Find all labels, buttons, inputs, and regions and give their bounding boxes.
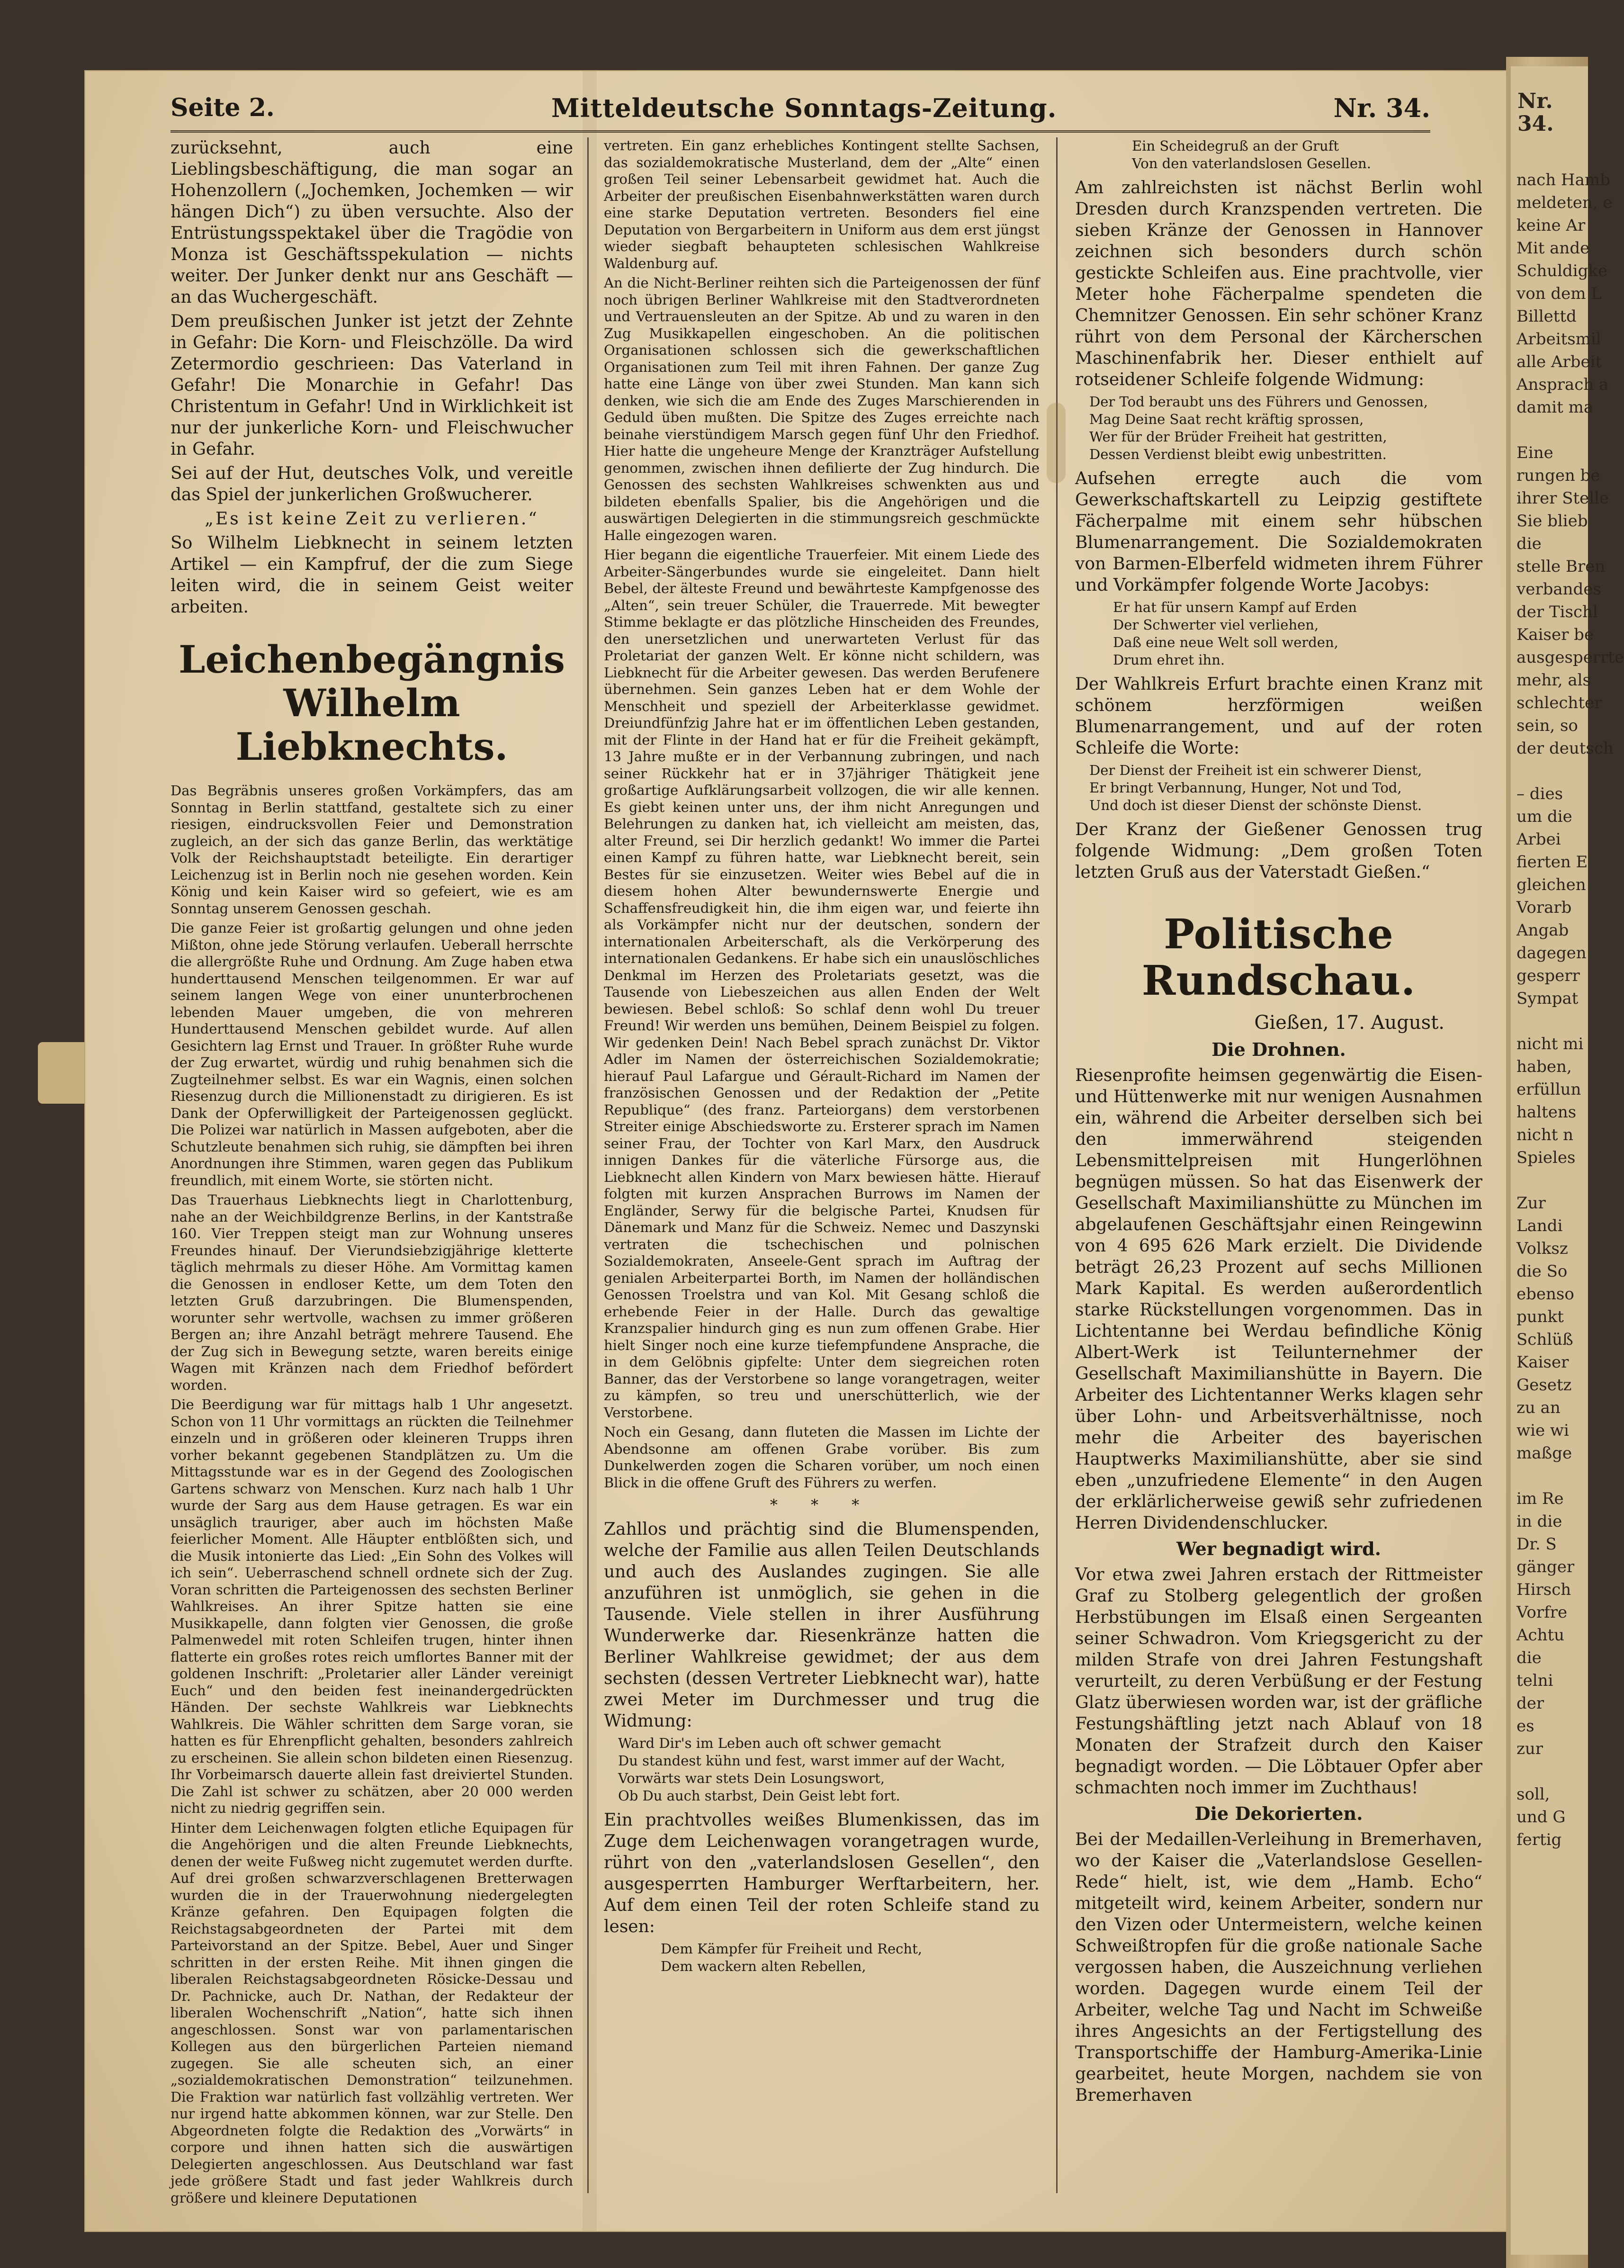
adjacent-page-line: Vorfre	[1516, 1603, 1568, 1622]
adjacent-page-line: keine Ar	[1516, 216, 1586, 235]
adjacent-page-line: fierten E	[1516, 853, 1588, 872]
newspaper-title: Mitteldeutsche Sonntags-Zeitung.	[551, 92, 1057, 123]
dateline: Gießen, 17. August.	[1254, 1012, 1445, 1034]
adjacent-page-line: verbandes	[1516, 580, 1601, 599]
adjacent-page-line: fertig	[1516, 1830, 1562, 1849]
section-separator: * * *	[770, 1496, 874, 1514]
column-2	[604, 137, 1040, 2203]
adjacent-page-line: alle Arbeit	[1516, 352, 1602, 371]
verse-line: Dessen Verdienst bleibt ewig unbestritten.	[1089, 446, 1387, 462]
article-paragraph: So Wilhelm Liebknecht in seinem letzten Artikel — ein Kampfruf, der die zum Siege leiten wird, die in seinem Geist weiter arbeiten.	[170, 533, 573, 617]
adjacent-page-lines	[1511, 169, 1624, 1851]
adjacent-page-line: es	[1516, 1717, 1534, 1736]
wreath-paragraph: Zahllos und prächtig sind die Blumenspenden, welche der Familie aus allen Teilen Deutschlands und auch des Auslandes zugingen. Sie alle anzuführen ist unmöglich, sie gehen in die Tausende. Viele stellen in ihrer Ausführung Wunderwerke dar. Riesenkränze hatten die Berliner Wahlkreise gewidmet; der aus dem sechsten (dessen Vertreter Liebknecht war), hatte zwei Meter im Durchmesser und trug die Widmung:	[604, 1520, 1040, 1731]
column-1	[170, 137, 573, 2206]
adjacent-page-line: gesperr	[1516, 966, 1580, 985]
adjacent-page-line: Gesetz	[1516, 1376, 1572, 1395]
adjacent-page-line: mehr, als	[1516, 671, 1591, 690]
adjacent-page-line: punkt	[1516, 1307, 1564, 1326]
dedication-verse	[1113, 599, 1482, 669]
adjacent-page-line: ebenso	[1516, 1285, 1574, 1304]
adjacent-page-line: Billettd	[1516, 307, 1577, 326]
verse-line: Von den vaterlandslosen Gesellen.	[1132, 155, 1371, 171]
verse-line: Daß eine neue Welt soll werden,	[1113, 634, 1338, 650]
wreath-paragraph: Ein prachtvolles weißes Blumenkissen, das im Zuge dem Leichenwagen vorangetragen wurde, rührt von den „vaterlandslosen Gesellen“, den ausgesperrten Hamburger Werftarbeitern, her. Auf dem einen Teil der roten Schleife stand zu lesen:	[604, 1810, 1040, 1936]
adjacent-page-line: Schuldigke	[1516, 261, 1608, 280]
adjacent-page-line: Mit ande	[1516, 239, 1590, 258]
page-tab	[38, 1042, 90, 1104]
adjacent-page-line: sein, so	[1516, 716, 1578, 735]
column-rule-1	[587, 137, 589, 2193]
funeral-paragraph: Das Begräbnis unseres großen Vorkämpfers, das am Sonntag in Berlin stattfand, gestaltete sich zu einer riesigen, eindrucksvollen Feier und Demonstration zugleich, an der sich das ganze Berlin, das werktätige Volk der Reichshauptstadt beteiligte. Ein derartiger Leichenzug ist in Berlin noch nie gesehen worden. Kein König und kein Kaiser wird so gefeiert, wie es am Sonntag unserem Genossen geschah.	[170, 783, 573, 917]
funeral-paragraph: vertreten. Ein ganz erhebliches Kontingent stellte Sachsen, das sozialdemokratische Musterland, dem der „Alte“ einen großen Teil seiner Lebensarbeit gewidmet hat. Auch die Arbeiter der preußischen Eisenbahnwerkstätten waren durch eine starke Deputation vertreten. Besonders fiel eine Deputation von Bergarbeitern in Uniform aus dem erst jüngst wieder siegbaft behaupteten schlesischen Wahlkreise Waldenburg auf.	[604, 137, 1040, 271]
issue-number: Nr. 34.	[1333, 92, 1430, 123]
funeral-paragraph: Hinter dem Leichenwagen folgten etliche Equipagen für die Angehörigen und die alten Freunde Liebknechts, denen der weite Fußweg nicht zugemutet werden durfte. Auf drei großen schwarzverschlagenen Bretterwagen wurden die in der Trauerwohnung niedergelegten Kränze gefahren. Den Equipagen folgten die Reichstagsabgeordneten der Partei mit dem Parteivorstand an der Spitze. Bebel, Auer und Singer schritten in der ersten Reihe. Mit ihnen gingen die liberalen Reichstagsabgeordneten Rösicke-Dessau und Dr. Pachnicke, auch Dr. Nathan, der Redakteur der liberalen Wochenschrift „Nation“, hatte sich ihnen angeschlossen. Sonst war von parlamentarischen Kollegen aus den bürgerlichen Parteien niemand zugegen. Sie alle scheuten sich, an einer „sozialdemokratischen Demonstration“ teilzunehmen. Die Fraktion war natürlich fast vollzählig vertreten. Wer nur irgend hatte abkommen können, war zur Stelle. Den Abgeordneten folgte die Redaktion des „Vorwärts“ in corpore und ihnen hatten sich die auswärtigen Delegierten angeschlossen. Aus Deutschland war fast jede größere Stadt und fast jeder Wahlkreis durch größere und kleinere Deputationen	[170, 1819, 573, 2206]
funeral-paragraph: Die ganze Feier ist großartig gelungen und ohne jeden Mißton, ohne jede Störung verlaufen. Ueberall herrschte die allergrößte Ruhe und Ordnung. Am Zuge haben etwa hunderttausend Menschen teilgenommen. Er war auf seinem langen Wege von einer ununterbrochenen lebenden Mauer umgeben, die von mehreren Hunderttausend Menschen gebildet wurde. Auf allen Gesichtern lag Ernst und Trauer. In größter Ruhe wurde der Zug erwartet, würdig und ruhig benahmen sich die Zugteilnehmer selbst. Es war ein Wagnis, einen solchen Riesenzug durch die Millionenstadt zu dirigieren. Es ist Dank der Opferwilligkeit der Parteigenossen geglückt. Die Polizei war natürlich in Massen aufgeboten, aber die Schutzleute benahmen sich ruhig, sie dämpften bei ihren Anordnungen ihre Stimmen, waren gegen das Publikum freundlich, mit einem Worte, sie störten nicht.	[170, 920, 573, 1188]
adjacent-page-line: – dies	[1516, 784, 1563, 803]
adjacent-page-line	[1511, 1169, 1588, 1192]
news-paragraph: Bei der Medaillen-Verleihung in Bremerhaven, wo der Kaiser die „Vaterlandslose Gesellen-Rede“ hielt, ist, wie dem „Hamb. Echo“ mitgeteilt wird, keinem Arbeiter, sondern nur den Vizen oder Untermeistern, welche keinen Schweißtropfen für die große nationale Sache vergossen haben, die Auszeichnung verliehen worden. Dagegen wurde einem Teil der Arbeiter, welche Tag und Nacht im Schweiße ihres Angesichts an der Fertigstellung des Transportschiffe der Hamburg-Amerika-Linie gearbeitet, heute Morgen, nachdem sie von Bremerhaven	[1075, 1830, 1482, 2105]
section-heading-funeral: Leichenbegängnis Wilhelm Liebknechts.	[179, 637, 565, 769]
adjacent-page-line: haben,	[1516, 1057, 1572, 1076]
wreath-paragraph: Aufsehen erregte auch die vom Gewerkschaftskartell zu Leipzig gestiftete Fächerpalme mit einem sehr hübschen Blumenarrangement. Die Sozialdemokraten von Barmen-Elberfeld widmeten ihrem Führer und Vorkämpfer folgende Worte Jacobys:	[1075, 469, 1482, 595]
subheading: Die Dekorierten.	[1194, 1803, 1363, 1824]
adjacent-page-line: um die	[1516, 807, 1572, 826]
adjacent-page-line: und G	[1516, 1808, 1566, 1827]
adjacent-page-line: wie wi	[1516, 1421, 1569, 1440]
subheading: Wer begnadigt wird.	[1176, 1538, 1381, 1559]
verse-line: Vorwärts war stets Dein Losungswort,	[618, 1770, 885, 1786]
adjacent-page-line: nicht mi	[1516, 1035, 1584, 1053]
wreath-paragraph: Der Wahlkreis Erfurt brachte einen Kranz mit schönem herzförmigen weißen Blumenarrangement, und auf der roten Schleife die Worte:	[1075, 675, 1482, 758]
verse-line: Du standest kühn und fest, warst immer auf der Wacht,	[618, 1753, 1005, 1769]
adjacent-page-line: Sympat	[1516, 989, 1579, 1008]
wreath-paragraph: Der Kranz der Gießener Genossen trug folgende Widmung: „Dem großen Toten letzten Gruß aus der Vaterstadt Gießen.“	[1075, 820, 1482, 882]
funeral-paragraph: Die Beerdigung war für mittags halb 1 Uhr angesetzt. Schon von 11 Uhr vormittags an rückten die Teilnehmer einzeln und in größeren oder kleineren Trupps ihren vorher bekannt gegebenen Standplätzen zu. Um die Mittagsstunde war es in der Gegend des Zoologischen Gartens schwarz von Menschen. Kurz nach halb 1 Uhr wurde der Sarg aus dem Hause getragen. Es war ein unsäglich trauriger, aber auch im höchsten Maße feierlicher Moment. Alle Häupter entblößten sich, und die Musik intonierte das Lied: „Ein Sohn des Volkes will ich sein“. Ueberraschend schnell ordnete sich der Zug. Voran schritten die Parteigenossen des sechsten Berliner Wahlkreises. An ihrer Spitze hatten sie eine Musikkapelle, dann folgten vier Genossen, die große Palmenwedel mit roten Schleifen trugen, hinter ihnen flatterte ein großes rotes reich umflortes Banner mit der goldenen Inschrift: „Proletarier aller Länder vereinigt Euch“ und den beiden fest ineinandergedrückten Händen. Der sechste Wahlkreis war Liebknechts Wahlkreis. Die Wähler schritten dem Sarge voran, sie hatten es für Ehrenpflicht gehalten, besonders zahlreich zu erscheinen. Sie allein schon bildeten einen Riesenzug. Ihr Vorbeimarsch dauerte allein fast dreiviertel Stunden. Die Zahl ist schwer zu schätzen, aber 20 000 werden nicht zu niedrig gegriffen sein.	[170, 1396, 573, 1816]
adjacent-page-line: der	[1516, 1694, 1544, 1713]
adjacent-page-line: gänger	[1516, 1557, 1575, 1576]
page-number: Seite 2.	[170, 93, 275, 122]
adjacent-page-number: Nr. 34.	[1517, 89, 1554, 136]
adjacent-page-line: telni	[1516, 1671, 1553, 1690]
verse-line: Er bringt Verbannung, Hunger, Not und Tod,	[1089, 780, 1402, 796]
adjacent-page-line: erfüllun	[1516, 1080, 1581, 1099]
adjacent-page-line: zu an	[1516, 1398, 1561, 1417]
verse-line: Der Schwerter viel verliehen,	[1113, 617, 1319, 633]
adjacent-page-line	[1511, 1010, 1588, 1033]
adjacent-page-line: die	[1516, 534, 1542, 553]
adjacent-page-line: Kaiser	[1516, 1353, 1569, 1372]
adjacent-page-line: Kaiser be	[1516, 625, 1594, 644]
news-paragraph: Riesenprofite heimsen gegenwärtig die Eisen- und Hüttenwerke mit nur wenigen Ausnahmen ein, während die Arbeiter derselben sich bei den immerwährend steigenden Lebensmittelpreisen mit Hungerlöhnen begnügen müssen. So hat das Eisenwerk der Gesellschaft Maximilianshütte zu München im abgelaufenen Geschäftsjahr einen Reingewinn von 4 695 626 Mark erzielt. Die Dividende beträgt 26,23 Prozent auf sechs Millionen Mark Kapital. Es werden außerordentlich starke Rückstellungen vorgenommen. Das in Lichtentanne bei Werdau befindliche König Albert-Werk ist Teilunternehmer der Gesellschaft Maximilianshütte in Bayern. Die Arbeiter des Lichtentanner Werks klagen sehr über Lohn- und Arbeitsverhältnisse, noch mehr die Arbeiter des bayerischen Hauptwerks Maximilianshütte, aber sie sind eben „unzufriedene Elemente“ in den Augen der erklärlicherweise gewiß sehr zufriedenen Herren Dividendenschlucker.	[1075, 1066, 1482, 1533]
adjacent-page-line: Angab	[1516, 921, 1569, 940]
dedication-verse	[1089, 762, 1482, 814]
adjacent-page-line: Hirsch	[1516, 1580, 1571, 1599]
adjacent-page-line: Spieles	[1516, 1148, 1576, 1167]
adjacent-page-line: Landi	[1516, 1216, 1563, 1235]
adjacent-page-line: von dem L	[1516, 284, 1602, 303]
verse-line: Wer für der Brüder Freiheit hat gestritten,	[1089, 429, 1387, 445]
verse-line: Der Dienst der Freiheit ist ein schwerer Dienst,	[1089, 762, 1422, 778]
adjacent-page-line: Schlüß	[1516, 1330, 1573, 1349]
newspaper-page	[85, 71, 1506, 2231]
adjacent-page-line: dagegen	[1516, 944, 1587, 963]
page-fold-shadow	[583, 71, 597, 2231]
article-paragraph: Sei auf der Hut, deutsches Volk, und vereitle das Spiel der junkerlichen Großwucherer.	[170, 464, 573, 504]
adjacent-page-line	[1511, 1760, 1588, 1783]
verse-line: Dem wackern alten Rebellen,	[661, 1958, 866, 1974]
verse-line: Mag Deine Saat recht kräftig sprossen,	[1089, 411, 1364, 427]
adjacent-page-line: Arbei	[1516, 830, 1561, 849]
adjacent-page-line: haltens	[1516, 1103, 1577, 1122]
article-quote: „Es ist keine Zeit zu verlieren.“	[205, 509, 539, 529]
adjacent-page-line: ausgesperrte	[1516, 648, 1624, 667]
adjacent-page-line: gleichen	[1516, 875, 1586, 894]
adjacent-page-line: im Re	[1516, 1489, 1564, 1508]
verse-line: Der Tod beraubt uns des Führers und Genossen,	[1089, 394, 1428, 410]
adjacent-page-line: rungen be	[1516, 466, 1600, 485]
dedication-verse	[1089, 393, 1482, 463]
adjacent-page-line: Zur	[1516, 1194, 1546, 1213]
funeral-paragraph: Noch ein Gesang, dann fluteten die Massen im Lichte der Abendsonne am offenen Grabe vorüber. Bis zum Dunkelwerden zogen die Scharen vorüber, um noch einen Blick in die offene Gruft des Führers zu werfen.	[604, 1424, 1040, 1491]
article-continuation-paragraph: zurücksehnt, auch eine Lieblingsbeschäftigung, die man sogar an Hohenzollern („Jochemken, Jochemken — wir hängen Dich“) zu üben versuchte. Also der Entrüstungsspektakel über die Tragödie von Monza ist Geschäftsspekulation — nichts weiter. Der Junker denkt nur ans Geschäft — an das Wuchergeschäft.	[170, 138, 573, 307]
subheading: Die Drohnen.	[1211, 1039, 1346, 1060]
news-paragraph: Vor etwa zwei Jahren erstach der Rittmeister Graf zu Stolberg gelegentlich der großen Herbstübungen im Elsaß einen Sergeanten seiner Schwadron. Vom Kriegsgericht zu der milden Strafe von drei Jahren Festungshaft verurteilt, zu deren Verbüßung er der Festung Glatz überwiesen worden war, ist der gräfliche Festungshäftling jetzt nach Ablauf von 18 Monaten der Strafzeit durch den Kaiser begnadigt worden. — Die Löbtauer Opfer aber schmachten noch immer im Zuchthaus!	[1075, 1565, 1482, 1798]
adjacent-page-line: maßge	[1516, 1444, 1572, 1463]
adjacent-page-line: soll,	[1516, 1785, 1550, 1804]
article-paragraph: Dem preußischen Junker ist jetzt der Zehnte in Gefahr: Die Korn- und Fleischzölle. Da wird Zetermordio geschrieen: Das Vaterland in Gefahr! Die Monarchie in Gefahr! Das Christentum in Gefahr! Und in Wirklichkeit ist nur der junkerliche Korn- und Fleischwucher in Gefahr.	[170, 312, 573, 459]
adjacent-page-line	[1511, 1465, 1588, 1487]
funeral-paragraph: Das Trauerhaus Liebknechts liegt in Charlottenburg, nahe an der Weichbildgrenze Berlins, in der Kantstraße 160. Vier Treppen steigt man zur Wohnung unseres Freundes hinauf. Der Vierundsiebzigjährige kletterte täglich mehrmals zu dieser Höhe. Am Vormittag kamen die Genossen in endloser Kette, um dem Toten den letzten Gruß darzubringen. Die Blumenspenden, worunter sehr wertvolle, wachsen zu immer größeren Bergen an; ihre Anzahl beträgt mehrere Tausend. Ehe der Zug sich in Bewegung setzte, waren bereits einige Wagen mit Kränzen nach dem Friedhof befördert worden.	[170, 1192, 573, 1393]
adjacent-page-line: der Tischl	[1516, 603, 1598, 621]
verse-line: Ward Dir's im Leben auch oft schwer gemacht	[618, 1735, 941, 1751]
adjacent-page-line: damit ma	[1516, 398, 1594, 417]
adjacent-page-line: Sie blieb	[1516, 512, 1588, 531]
adjacent-page-line: meldeten, e	[1516, 193, 1613, 212]
funeral-paragraph: Hier begann die eigentliche Trauerfeier. Mit einem Liede des Arbeiter-Sängerbundes wurde sie eingeleitet. Dann hielt Bebel, der älteste Freund und bewährteste Kampfgenosse des „Alten“, sein treuer Schüler, die Trauerrede. Mit bewegter Stimme beklagte er das plötzliche Hinscheiden des Freundes, den unersetzlichen und unerwarteten Verlust für das Proletariat der ganzen Welt. Er könne nicht schildern, was Liebknecht für die Arbeiter gewesen. Das werden Berufenere übernehmen. Sein ganzes Leben hat er dem Wohle der Menschheit und speziell der Arbeiterklasse gewidmet. Dreiundfünfzig Jahre hat er im öffentlichen Leben gestanden, mit der Flinte in der Hand hat er für die Freiheit gekämpft, 13 Jahre mußte er in der Verbannung zubringen, und nach seiner Rückkehr hat er in 37jähriger Thätigkeit jene großartige Aufklärungsarbeit vollzogen, die wir alle kennen. Es giebt keinen unter uns, der ihm nicht Anregungen und Belehrungen zu danken hat, ich vielleicht am meisten, das, alter Freund, sei Dir herzlich gedankt! Wo immer die Partei einen Kampf zu führen hatte, war Liebknecht bereit, sein Bestes für sie einzusetzen. Weiter wies Bebel auf die in diesem hohen Alter bewundernswerte Energie und Schaffensfreudigkeit hin, die ihm eigen war, und feierte ihn als Vorkämpfer nicht nur der deutschen, sondern der internationalen Arbeiterschaft, als die Verkörperung des internationalen Gedankens. Er habe sich ein unauslöschliches Denkmal im Herzen des Proletariats gesetzt, was die Tausende von Liebeszeichen aus allen Enden der Welt bewiesen. Bebel schloß: So schlaf denn wohl Du treuer Freund! Wir werden uns bemühen, Deinem Beispiel zu folgen. Wir gedenken Dein! Nach Bebel sprach zunächst Dr. Viktor Adler im Namen der österreichischen Sozialdemokratie; hierauf Paul Lafargue und Gérault-Richard im Namen der französischen Genossen und der Redaktion der „Petite Republique“ (des franz. Parteiorgans) dem verstorbenen Streiter einige Abschiedsworte zu. Ersterer sprach im Namen seiner Frau, der Tochter von Karl Marx, den Ausdruck innigen Dankes für die väterliche Fürsorge aus, die Liebknecht allen Kindern von Marx bewiesen hätte. Hierauf folgten mit kurzen Ansprachen Burrows im Namen der Engländer, Serwy für die belgische Partei, Knudsen für Dänemark und Manz für die Schweiz. Nemec und Daszynski vertraten die tschechischen und polnischen Sozialdemokraten, Anseele-Gent sprach im Auftrag der genialen Arbeiterpartei Borth, im Namen der holländischen Genossen Troelstra und van Kol. Mit Gesang schloß die erhebende Feier in der Halle. Durch das gewaltige Kranzspalier hindurch ging es nun zum offenen Grabe. Hier hielt Singer noch eine kurze tiefempfundene Ansprache, die in dem Gelöbnis gipfelte: Unter dem siegreichen roten Banner, das der Verstorbene so lange vorangetragen, weiter zu kämpfen, so treu und unerschütterlich, wie der Verstorbene.	[604, 547, 1040, 1421]
adjacent-page-line: zur	[1516, 1739, 1543, 1758]
verse-line: Ob Du auch starbst, Dein Geist lebt fort.	[618, 1788, 900, 1804]
verse-line: Dem Kämpfer für Freiheit und Recht,	[661, 1941, 922, 1957]
adjacent-page-line: nach Hamb	[1516, 171, 1610, 189]
adjacent-page-line: die So	[1516, 1262, 1568, 1281]
adjacent-page-line: in die	[1516, 1512, 1562, 1531]
adjacent-page-line: nicht n	[1516, 1125, 1574, 1144]
page-header	[170, 85, 1430, 133]
section-heading-political: Politische Rundschau.	[1141, 910, 1416, 1005]
verse-line: Ein Scheidegruß an der Gruft	[1132, 138, 1339, 154]
adjacent-page-line: die	[1516, 1648, 1542, 1667]
verse-line: Und doch ist dieser Dienst der schönste Dienst.	[1089, 797, 1422, 813]
verse-line: Er hat für unsern Kampf auf Erden	[1113, 599, 1357, 615]
adjacent-page-line: Vorarb	[1516, 898, 1572, 917]
verse-line: Drum ehret ihn.	[1113, 652, 1225, 668]
adjacent-page-strip	[1511, 66, 1624, 2255]
column-3	[1075, 137, 1482, 2203]
adjacent-page-line: Eine	[1516, 443, 1553, 462]
adjacent-page-line: ihrer Stelle	[1516, 489, 1609, 508]
paper-stain	[1047, 403, 1066, 483]
funeral-paragraph: An die Nicht-Berliner reihten sich die Parteigenossen der fünf noch übrigen Berliner Wahlkreise mit den Stadtverordneten und Vertrauensleuten an der Spitze. Ab und zu waren in den Zug Musikkapellen eingeschoben. An die politischen Organisationen schlossen sich die gewerkschaftlichen Organisationen zum Teil mit ihren Fahnen. Der ganze Zug hatte eine Länge von über zwei Stunden. Man kann sich denken, wie sich die am Ende des Zuges Marschierenden in Geduld üben mußten. Die Spitze des Zuges erreichte nach beinahe vierstündigem Marsch gegen fünf Uhr den Friedhof. Hier hatte die ungeheure Menge der Kranzträger Aufstellung genommen, zwischen ihnen defilierte der Zug hindurch. Die Genossen des sechsten Wahlkreises schwenkten aus und bildeten ebenfalls Spalier, bis die Angehörigen und die auswärtigen Delegierten in die stimmungsreich geschmückte Halle eingezogen waren.	[604, 275, 1040, 543]
adjacent-page-line: der deutsch	[1516, 739, 1614, 758]
adjacent-page-line: Arbeitsmil	[1516, 330, 1601, 349]
adjacent-page-line: Dr. S	[1516, 1535, 1557, 1554]
dedication-verse	[661, 1940, 1040, 1975]
adjacent-page-line: Ansprach a	[1516, 375, 1609, 394]
adjacent-page-line	[1511, 760, 1588, 783]
adjacent-page-line: Volksz	[1516, 1239, 1568, 1258]
adjacent-page-line: schlechter	[1516, 693, 1602, 712]
adjacent-page-line	[1511, 419, 1588, 441]
wreath-paragraph: Am zahlreichsten ist nächst Berlin wohl Dresden durch Kranzspenden vertreten. Die sieben Kränze der Genossen in Hannover zeichnen sich besonders durch schön gestickte Schleifen aus. Eine prachtvolle, vier Meter hohe Fächerpalme spendeten die Chemnitzer Genossen. Ein sehr schöner Kranz rührt von dem Personal der Kärcherschen Maschinenfabrik her. Dieser enthielt auf rotseidener Schleife folgende Widmung:	[1075, 178, 1482, 389]
adjacent-page-line: stelle Bren	[1516, 557, 1606, 576]
dedication-verse	[618, 1735, 1040, 1805]
dedication-verse	[1132, 137, 1482, 172]
adjacent-page-line: Achtu	[1516, 1626, 1565, 1645]
